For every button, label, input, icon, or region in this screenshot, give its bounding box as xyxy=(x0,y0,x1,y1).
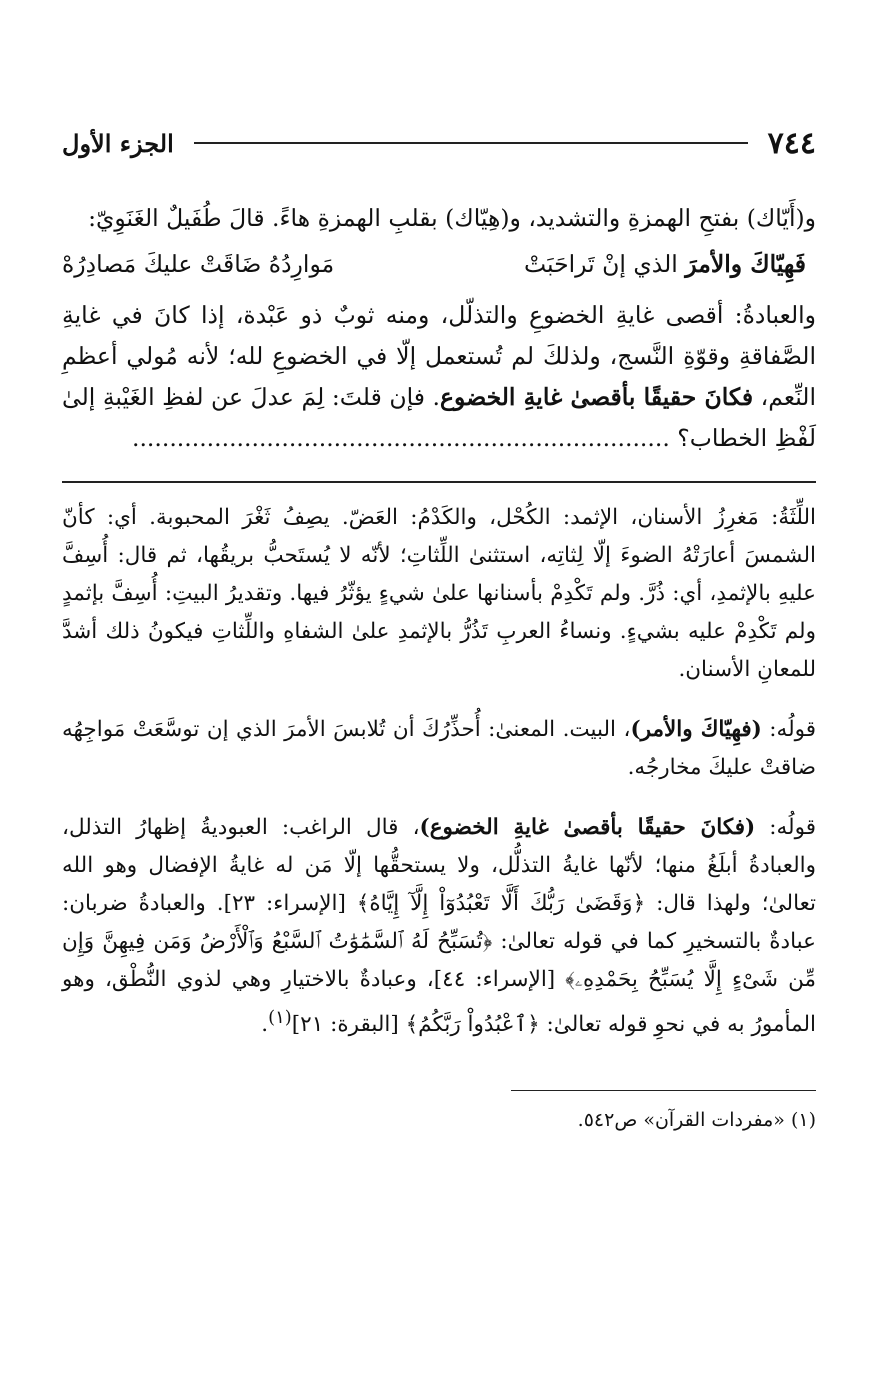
c3-bold-quote: (فكانَ حقيقًا بأقصىٰ غايةِ الخضوع) xyxy=(419,815,756,840)
book-page xyxy=(62,118,816,1135)
section-separator xyxy=(62,481,816,483)
header-rule xyxy=(194,142,748,144)
c2-lead: قولُه: xyxy=(761,717,817,742)
c2-text: ، البيت. المعنىٰ: أُحذِّرُكَ أن تُلابسَ الأمرَ الذي إن توسَّعَتْ مَواجِهُه ضاقتْ عليكَ مخارجُه. xyxy=(62,717,816,780)
main-p2-bold: فكانَ حقيقًا بأقصىٰ غايةِ الخضوع xyxy=(440,383,754,411)
footnote-reference[interactable]: (١) xyxy=(268,1007,292,1028)
verse-second-hemistich: مَوارِدُهُ ضَاقَتْ عليكَ مَصادِرُهْ xyxy=(62,250,335,278)
c2-bold-quote: (فهِيّاكَ والأمر) xyxy=(630,717,762,742)
page-header xyxy=(62,118,816,168)
main-paragraph-1: و(أَيّاك) بفتحِ الهمزةِ والتشديد، و(هِيّاك) بقلبِ الهمزةِ هاءً. قالَ طُفَيلٌ الغَنَوِيّ: xyxy=(88,204,816,232)
verse-first-rest: الذي إنْ تَراحَبَتْ xyxy=(523,250,678,278)
main-paragraph-2 xyxy=(62,295,816,459)
verse-first-hemistich xyxy=(524,241,806,287)
commentary-paragraph-3 xyxy=(62,809,816,1044)
c3-text: ، قال الراغب: العبوديةُ إظهارُ التذلل، والعبادةُ أبلَغُ منها؛ لأنّها غايةُ التذلُّل، ولا يستحقُّها إلّا مَن له غايةُ الإفضال وهو الله تعالىٰ؛ ولهذا قال: ﴿وَقَضَىٰ رَبُّكَ أَلَّا تَعْبُدُوٓاْ إِلَّآ إِيَّاهُ﴾ [الإسراء: ٢٣]. والعبادةُ ضربان: عبادةٌ بالتسخيرِ كما في قوله تعالىٰ: ﴿تُسَبِّحُ لَهُ ٱلسَّمَٰوَٰتُ ٱلسَّبْعُ وَٱلْأَرْضُ وَمَن فِيهِنَّ وَإِن مِّن شَىْءٍ إِلَّا يُسَبِّحُ بِحَمْدِهِۦ﴾ [الإسراء: ٤٤]، وعبادةٌ بالاختيارِ وهي لذوي النُّطْق، وهو المأمورُ به في نحوِ قوله تعالىٰ: ﴿ٱعْبُدُواْ رَبَّكُمُ﴾ [البقرة: ٢١] xyxy=(62,815,817,1038)
main-p2-text-a: والعبادةُ: أقصى غايةِ الخضوعِ والتذلّل، ومنه ثوبٌ ذو عَبْدة، إذا كانَ في غايةِ الصَّفاقةِ وقوّةِ النَّسج، ولذلكَ لم تُستعمل إلّا في الخضوعِ لله؛ لأنه مُولي أعظمِ النِّعم، xyxy=(62,301,816,411)
main-p2-text-b: . فإن قلتَ: لِمَ عدلَ عن لفظِ الغَيْبةِ إلىٰ لَفْظِ الخطاب؟ ........................................................................ xyxy=(62,383,816,452)
volume-title: الجزء الأول xyxy=(62,128,174,158)
c3-end: . xyxy=(261,1012,269,1038)
footnote: (١) «مفردات القرآن» ص٥٤٢. xyxy=(577,1109,816,1132)
poetry-verse xyxy=(62,241,806,287)
page-number: ٧٤٤ xyxy=(767,125,816,161)
verse-bold-words: فَهِيّاكَ والأمرَ xyxy=(685,250,806,278)
c3-lead: قولُه: xyxy=(755,815,816,840)
footnote-rule xyxy=(511,1090,816,1091)
commentary-paragraph-1: اللِّثَةُ: مَغرِزُ الأسنان، الإثمد: الكُحْل، والكَدْمُ: العَضّ. يصِفُ ثَغْرَ المحبوبة. أي: كأنّ الشمسَ أعارَتْهُ الضوءَ إلّا لِثاتِه، استثنىٰ اللِّثاتِ؛ لأنّه لا يُستَحبُّ بريقُها، ثم قال: أُسِفَّ عليهِ بالإثمدِ، أي: ذُرَّ. ولم تَكْدِمْ بأسنانها علىٰ شيءٍ يؤثّرُ فيها. وتقديرُ البيتِ: أُسِفَّ بإثمدٍ ولم تَكْدِمْ عليه بشيءٍ. ونساءُ العربِ تَذُرُّ بالإثمدِ علىٰ الشفاهِ واللِّثاتِ فيكونُ ذلك أشدَّ للمعانِ الأسنان. xyxy=(62,505,816,682)
commentary-paragraph-2 xyxy=(62,711,816,787)
